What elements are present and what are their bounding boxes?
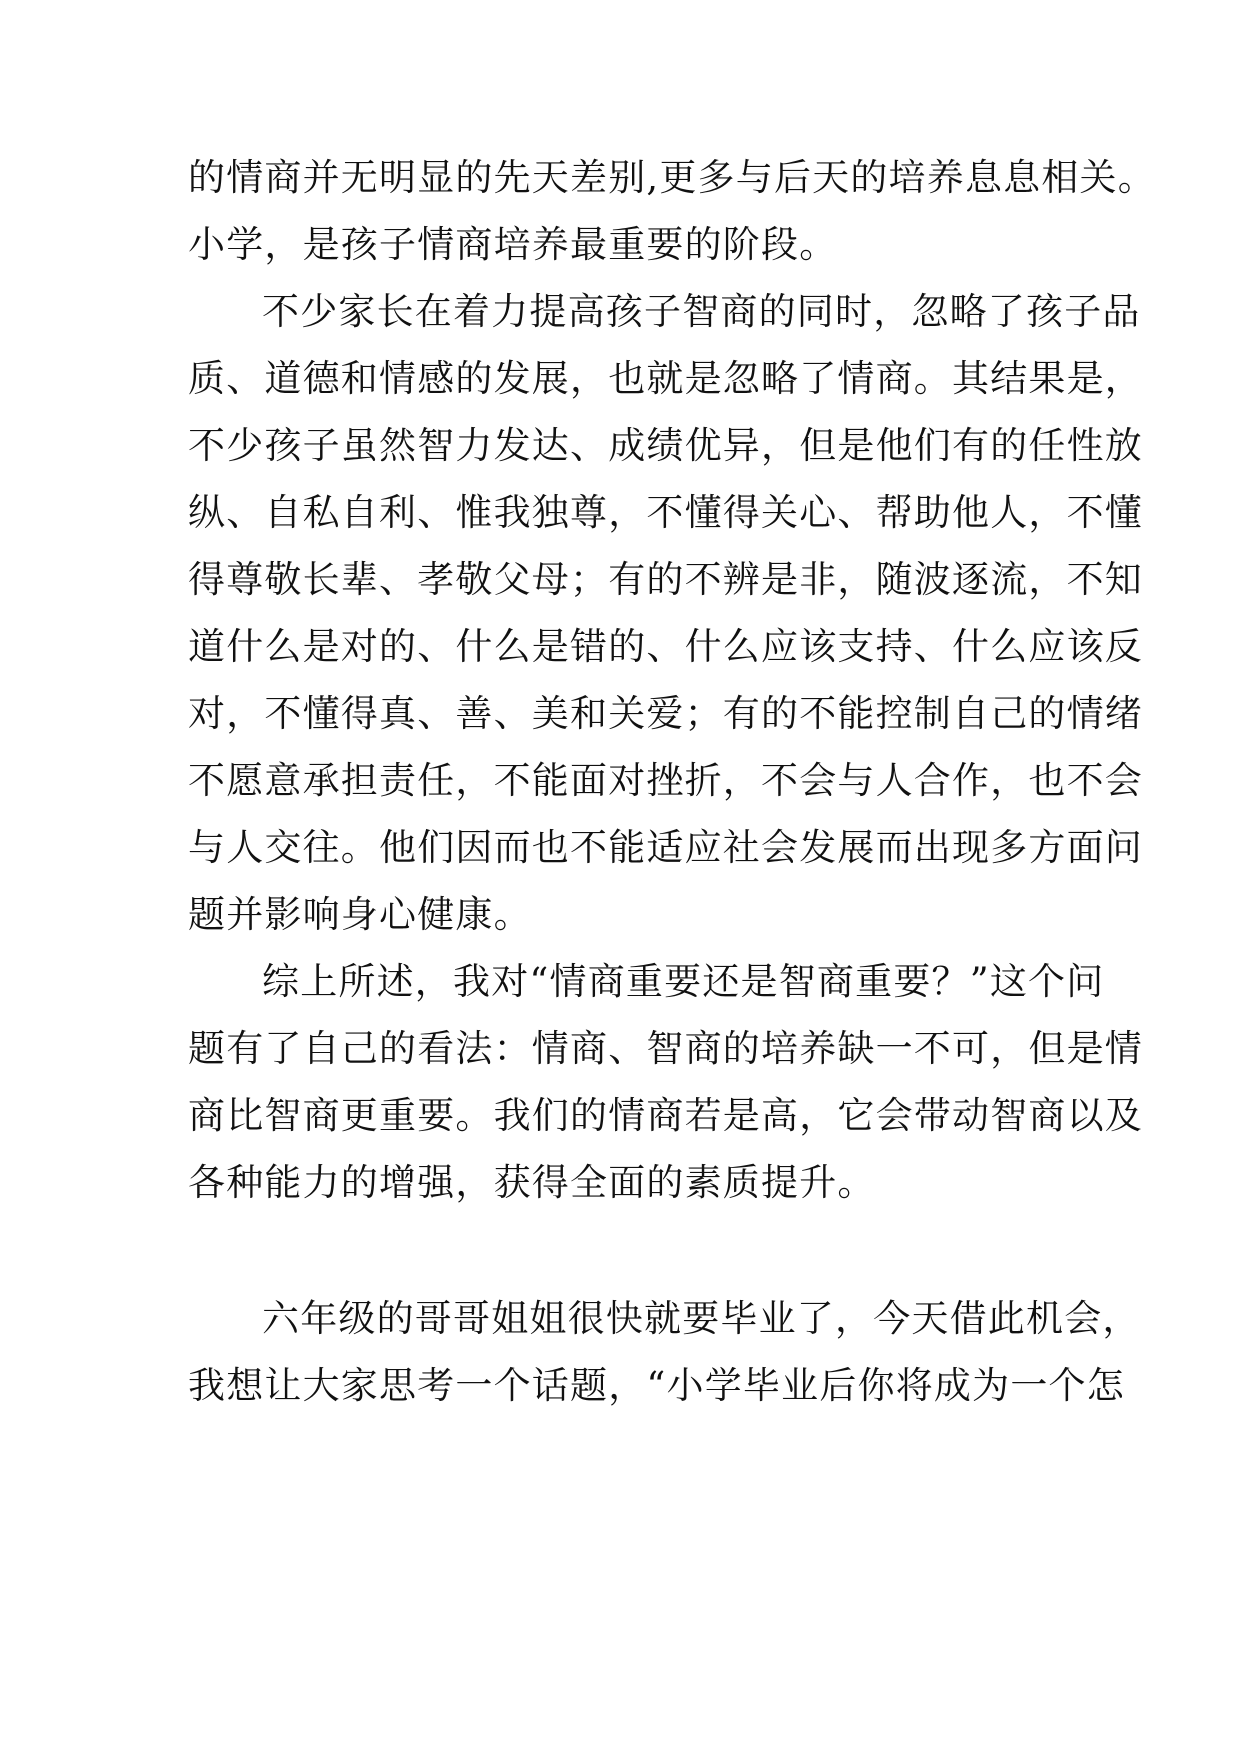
text-line: 不少孩子虽然智力发达、成绩优异，但是他们有的任性放 [188, 424, 1143, 467]
text-line: 得尊敬长辈、孝敬父母；有的不辨是非，随波逐流，不知 [188, 558, 1143, 601]
text-line: 对，不懂得真、善、美和关爱；有的不能控制自己的情绪 [188, 692, 1143, 735]
text-line: 道什么是对的、什么是错的、什么应该支持、什么应该反 [188, 625, 1143, 668]
text-line: 题并影响身心健康。 [188, 893, 532, 936]
text-line: 六年级的哥哥姐姐很快就要毕业了，今天借此机会， [262, 1297, 1141, 1340]
text-line: 各种能力的增强，获得全面的素质提升。 [188, 1161, 876, 1204]
text-line: 与人交往。他们因而也不能适应社会发展而出现多方面问 [188, 826, 1143, 869]
text-line: 综上所述，我对“情商重要还是智商重要？”这个问 [262, 960, 1105, 1003]
text-line: 小学，是孩子情商培养最重要的阶段。 [188, 223, 838, 266]
text-line: 我想让大家思考一个话题，“小学毕业后你将成为一个怎 [188, 1364, 1125, 1407]
text-line: 质、道德和情感的发展，也就是忽略了情商。其结果是， [188, 357, 1143, 400]
text-line: 商比智商更重要。我们的情商若是高，它会带动智商以及 [188, 1094, 1143, 1137]
text-line: 不少家长在着力提高孩子智商的同时，忽略了孩子品 [262, 290, 1141, 333]
text-line: 纵、自私自利、惟我独尊，不懂得关心、帮助他人，不懂 [188, 491, 1143, 534]
text-line: 不愿意承担责任，不能面对挫折，不会与人合作，也不会 [188, 759, 1143, 802]
text-line: 的情商并无明显的先天差别,更多与后天的培养息息相关。 [188, 156, 1156, 199]
text-line: 题有了自己的看法：情商、智商的培养缺一不可，但是情 [188, 1027, 1143, 1070]
